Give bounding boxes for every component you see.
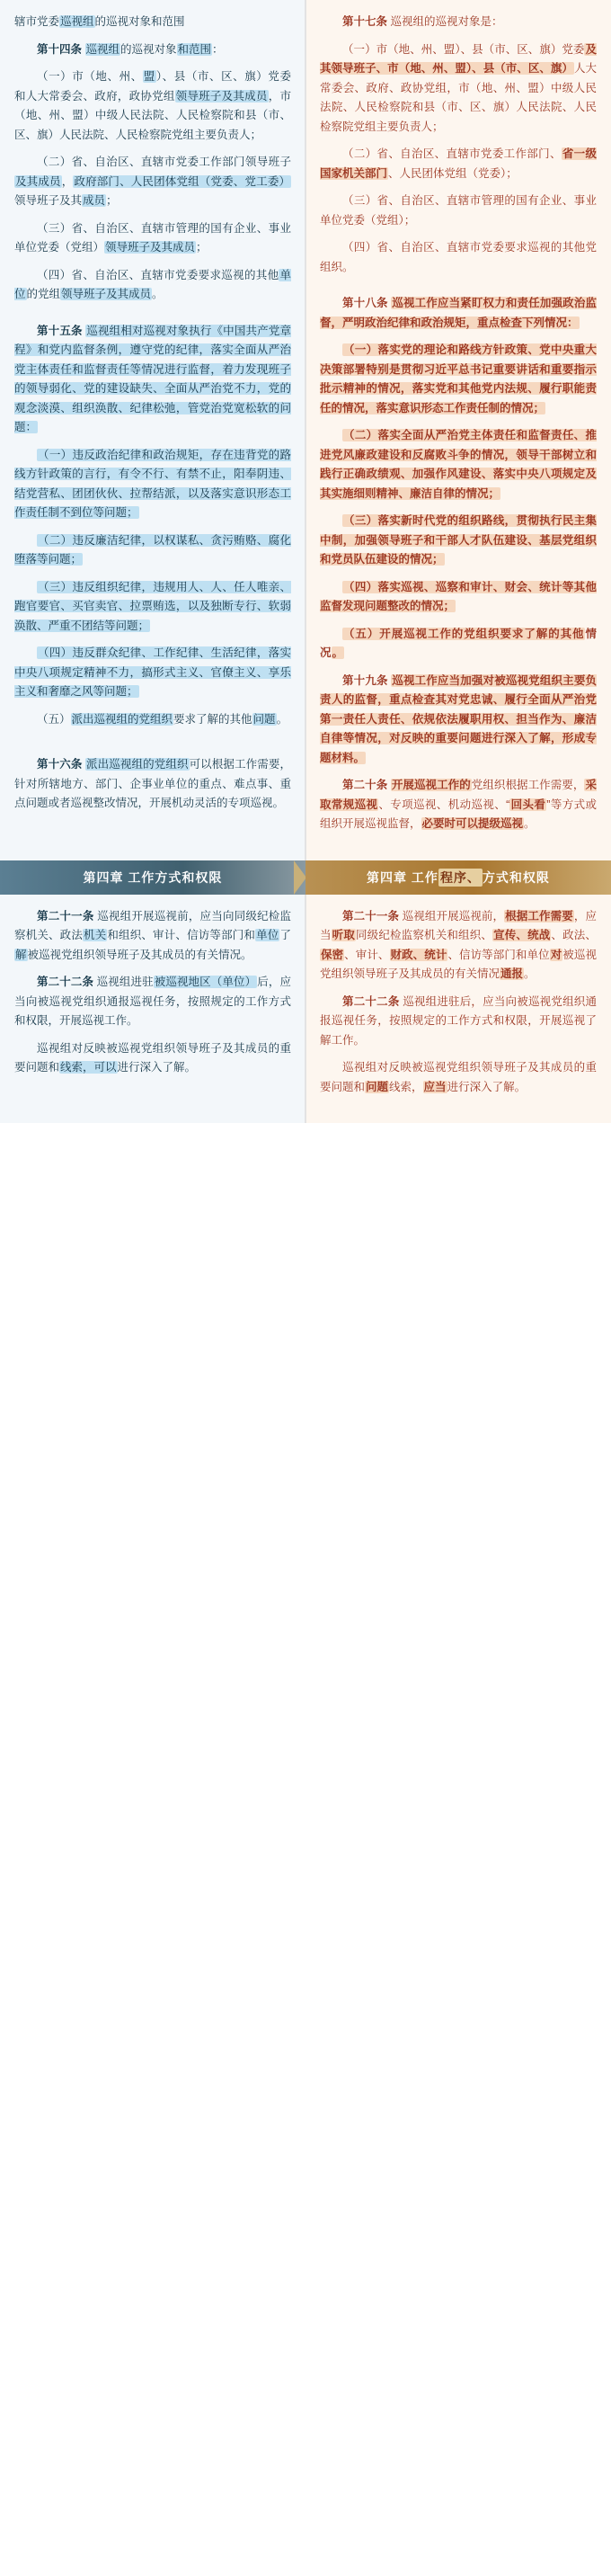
left-article-15-item-5: （五）派出巡视组的党组织要求了解的其他问题。: [37, 712, 288, 726]
left-article-22-para2: 巡视组对反映被巡视党组织领导班子及其成员的重要问题和线索，可以进行深入了解。: [14, 1041, 291, 1074]
left-article-14: 第十四条 巡视组的巡视对象和范围：: [37, 42, 224, 56]
right-article-20: 第二十条 开展巡视工作的党组织根据工作需要，采取常规巡视、专项巡视、机动巡视、“回头看”等方式或组织开展巡视监督，必要时可以提级巡视。: [320, 779, 597, 830]
right-article-17-item-1: （一）市（地、州、盟）、县（市、区、旗）党委及其领导班子、市（地、州、盟）、县（市、区、旗）人大常委会、政府、政协党组，市（地、州、盟）中级人民法院、人民检察院和县（市、区、旗）人民法院、人民检察院党组主要负责人；: [320, 42, 597, 133]
left-column-original: [0, 0, 306, 860]
right-article-18-item-1: （一）落实党的理论和路线方针政策、党中央重大决策部署特别是贯彻习近平总书记重要讲话和重要指示批示精神的情况，落实党和其他党内法规、履行职能责任的情况，落实意识形态工作责任制的情况；: [320, 343, 597, 414]
left-article-14-item-4: （四）省、自治区、直辖市党委要求巡视的其他单位的党组领导班子及其成员。: [14, 268, 291, 300]
right-article-18-item-3: （三）落实新时代党的组织路线，贯彻执行民主集中制，加强领导班子和干部人才队伍建设、基层党组织和党员队伍建设的情况；: [320, 514, 597, 566]
left-article-14-item-2: （二）省、自治区、直辖市党委工作部门领导班子及其成员，政府部门、人民团体党组（党委、党工委）领导班子及其成员；: [14, 156, 291, 207]
right-column-revised-bottom: [306, 895, 611, 1124]
chapter-banner: [0, 860, 611, 895]
right-article-17-item-3: （三）省、自治区、直辖市管理的国有企业、事业单位党委（党组）；: [320, 194, 597, 227]
right-article-21: 第二十一条 巡视组开展巡视前，根据工作需要，应当听取同级纪检监察机关和组织、宣传、统战、政法、保密、审计、财政、统计、信访等部门和单位对被巡视党组织领导班子及其成员的有关情况通报。: [320, 909, 597, 980]
right-article-18: 第十八条 巡视工作应当紧盯权力和责任加强政治监督，严明政治纪律和政治规矩，重点检查下列情况：: [320, 297, 597, 329]
right-article-22: 第二十二条 巡视组进驻后，应当向被巡视党组织通报巡视任务，按照规定的工作方式和权限，开展巡视了解工作。: [320, 994, 597, 1047]
left-para-heading-cont: 辖市党委巡视组的巡视对象和范围: [14, 15, 185, 28]
chapter-banner-right-suffix: 方式和权限: [482, 869, 550, 885]
column-divider-bottom: [305, 895, 306, 1124]
left-article-15-item-1: （一）违反政治纪律和政治规矩，存在违背党的路线方针政策的言行，有令不行、有禁不止，阳奉阴违、结党营私、团团伙伙、拉帮结派，以及落实意识形态工作责任制不到位等问题；: [14, 448, 291, 519]
left-article-22: 第二十二条 巡视组进驻被巡视地区（单位）后，应当向被巡视党组织通报巡视任务，按照规定的工作方式和权限，开展巡视工作。: [14, 976, 291, 1027]
left-column-original-bottom: [0, 895, 306, 1124]
right-column-revised: [306, 0, 611, 860]
left-article-15-item-3: （三）违反组织纪律，违规用人、人、任人唯亲、跑官要官、买官卖官、拉票贿选，以及独断专行、软弱涣散、严重不团结等问题；: [14, 580, 291, 632]
document-page-top: [0, 0, 611, 860]
column-divider: [305, 0, 306, 860]
left-article-21: 第二十一条 巡视组开展巡视前，应当向同级纪检监察机关、政法机关和组织、审计、信访等部门和单位了解被巡视党组织领导班子及其成员的有关情况。: [14, 909, 291, 961]
right-article-22-para2: 巡视组对反映被巡视党组织领导班子及其成员的重要问题和问题线索，应当进行深入了解。: [320, 1061, 597, 1093]
right-article-19: 第十九条 巡视工作应当加强对被巡视党组织主要负责人的监督，重点检查其对党忠诚、履行全面从严治党第一责任人责任、依规依法履职用权、担当作为、廉洁自律等情况，对反映的重要问题进行深入了解，形成专题材料。: [320, 673, 597, 764]
chapter-banner-right: [306, 860, 611, 895]
chapter-banner-left: 第四章 工作方式和权限: [0, 860, 306, 895]
right-article-17-item-4: （四）省、自治区、直辖市党委要求巡视的其他党组织。: [320, 241, 597, 273]
chapter-banner-right-prefix: 第四章 工作: [367, 869, 438, 885]
left-article-15-item-2: （二）违反廉洁纪律，以权谋私、贪污贿赂、腐化堕落等问题；: [14, 533, 291, 566]
left-article-14-item-1: （一）市（地、州、盟）、县（市、区、旗）党委和人大常委会、政府，政协党组领导班子及其成员，市（地、州、盟）中级人民法院、人民检察院和县（市、区、旗）人民法院、人民检察院党组主要负责人；: [14, 70, 291, 141]
left-article-15-item-4: （四）违反群众纪律、工作纪律、生活纪律，落实中央八项规定精神不力，搞形式主义、官僚主义、享乐主义和奢靡之风等问题；: [14, 646, 291, 698]
right-article-18-item-2: （二）落实全面从严治党主体责任和监督责任、推进党风廉政建设和反腐败斗争的情况，领导干部树立和践行正确政绩观、加强作风建设、落实中央八项规定及其实施细则精神、廉洁自律的情况；: [320, 429, 597, 500]
right-article-17: 第十七条 巡视组的巡视对象是：: [342, 15, 503, 28]
left-article-15: 第十五条 巡视组相对巡视对象执行《中国共产党章程》和党内监督条例，遵守党的纪律，落实全面从严治党主体责任和监督责任等情况进行监督，着力发现班子的领导弱化、党的建设缺失、全面从严治党不力，党的观念淡漠、组织涣散、纪律松弛，管党治党宽松软的问题：: [14, 324, 291, 433]
right-article-18-item-4: （四）落实巡视、巡察和审计、财会、统计等其他监督发现问题整改的情况；: [320, 580, 597, 612]
right-article-18-item-5: （五）开展巡视工作的党组织要求了解的其他情况。: [320, 627, 597, 659]
document-page-bottom: [0, 895, 611, 1124]
chapter-banner-right-highlight: 程序、: [439, 869, 481, 885]
left-article-14-item-3: （三）省、自治区、直辖市管理的国有企业、事业单位党委（党组）领导班子及其成员；: [14, 221, 291, 254]
left-article-16: 第十六条 派出巡视组的党组织可以根据工作需要，针对所辖地方、部门、企事业单位的重点、难点事、重点问题或者巡视整改情况，开展机动灵活的专项巡视。: [14, 758, 291, 809]
right-article-17-item-2: （二）省、自治区、直辖市党委工作部门、省一级国家机关部门、人民团体党组（党委）；: [320, 147, 597, 180]
